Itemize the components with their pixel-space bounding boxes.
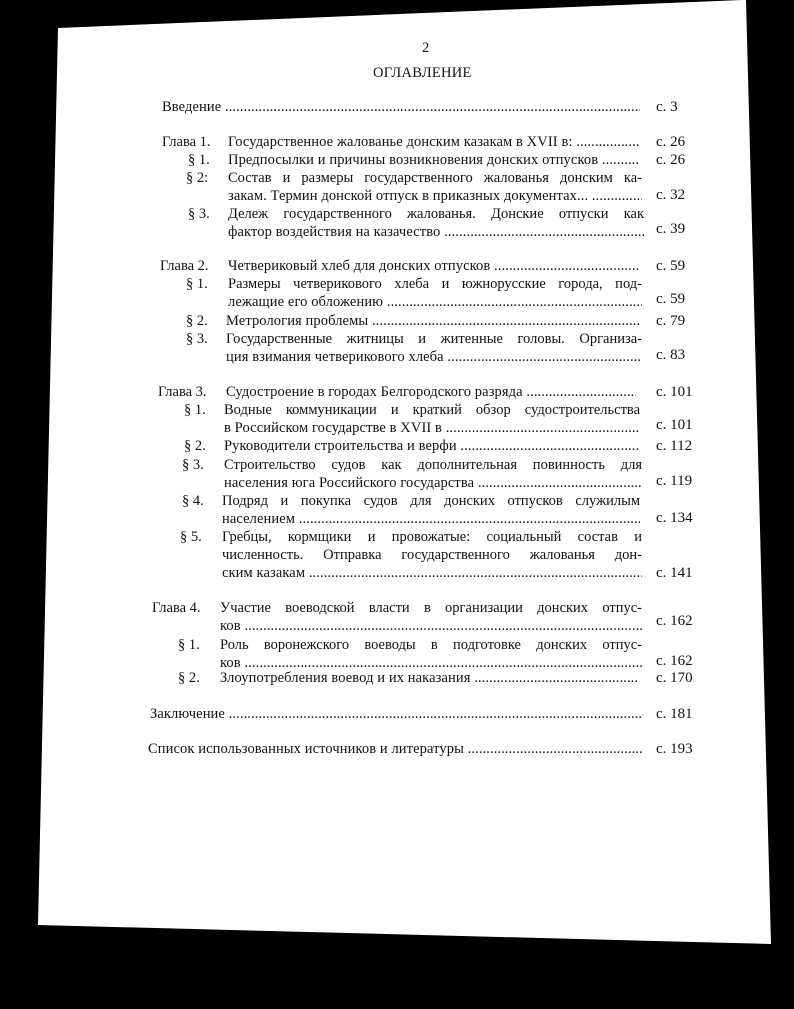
page-reference: с. 193: [656, 741, 693, 757]
page-reference: с. 141: [656, 565, 693, 581]
section-number: § 1.: [178, 637, 200, 653]
section-number: § 2.: [178, 670, 200, 686]
toc-entry-title-line: лежащие его обложению .....: [228, 294, 642, 310]
toc-entry-title-line: в Российском государстве в XVII в .....: [224, 420, 640, 436]
page-reference: с. 26: [656, 152, 686, 168]
toc-entry-title-line: Участие воеводской власти в организации донских отпус-: [220, 600, 642, 616]
page-reference: с. 119: [656, 473, 693, 489]
page-reference: с. 59: [656, 291, 686, 307]
toc-entry-title-line: Государственное жалованье донским казакам в XVII в: .....: [228, 134, 640, 150]
toc-entry-title-line: Роль воронежского воеводы в подготовке донских отпус-: [220, 637, 642, 653]
toc-entry-title-line: закам. Термин донской отпуск в приказных документах... .....: [228, 188, 642, 204]
toc-entry-title-line: Гребцы, кормщики и провожатые: социальный состав и: [222, 529, 642, 545]
page-reference: с. 181: [656, 706, 693, 722]
page-reference: с. 79: [656, 313, 686, 329]
toc-entry-title-line: Государственные житницы и житенные головы. Организа-: [226, 331, 642, 347]
chapter-number: Глава 2.: [160, 258, 209, 274]
toc-entry-title-line: Руководители строительства и верфи .....: [224, 438, 638, 454]
page-reference: с. 3: [656, 99, 678, 115]
chapter-number: Глава 1.: [162, 134, 211, 150]
toc-entry-title-line: ским казакам .....: [222, 565, 642, 581]
toc-entry-title-line: Четвериковый хлеб для донских отпусков .....: [228, 258, 638, 274]
toc-entry-title-line: Дележ государственного жалованья. Донские отпуски как: [228, 206, 644, 222]
toc-entry-title-line: ков .....: [220, 655, 642, 671]
page-reference: с. 170: [656, 670, 693, 686]
section-number: § 3.: [182, 457, 204, 473]
toc-entry-title-line: ков .....: [220, 618, 642, 634]
toc-entry-title: Список использованных источников и литературы .....: [148, 741, 642, 757]
chapter-number: Глава 3.: [158, 384, 207, 400]
section-number: § 1.: [184, 402, 206, 418]
page-reference: с. 162: [656, 613, 693, 629]
toc-entry-title-line: Предпосылки и причины возникновения донских отпусков .....: [228, 152, 640, 168]
toc-entry-title-line: численность. Отправка государственного жалованья дон-: [222, 547, 642, 563]
toc-entry-title-line: Водные коммуникации и краткий обзор судостроительства: [224, 402, 640, 418]
page-reference: с. 26: [656, 134, 686, 150]
section-number: § 2.: [186, 313, 208, 329]
section-number: § 3.: [186, 331, 208, 347]
toc-entry-title-line: населением .....: [222, 511, 640, 527]
page-number: 2: [422, 40, 430, 56]
toc-entry-title-line: фактор воздействия на казачество .....: [228, 224, 644, 240]
page-reference: с. 83: [656, 347, 686, 363]
section-number: § 5.: [180, 529, 202, 545]
toc-entry-title-line: Состав и размеры государственного жалованья донским ка-: [228, 170, 642, 186]
toc-entry-title-line: Судостроение в городах Белгородского разряда .....: [226, 384, 636, 400]
page-reference: с. 59: [656, 258, 686, 274]
section-number: § 2:: [186, 170, 209, 186]
toc-entry-title-line: Злоупотребления воевод и их наказания .....: [220, 670, 638, 686]
page-reference: с. 32: [656, 187, 686, 203]
page-reference: с. 101: [656, 417, 693, 433]
toc-entry-title-line: Метрология проблемы .....: [226, 313, 640, 329]
page-reference: с. 39: [656, 221, 686, 237]
section-number: § 1.: [188, 152, 210, 168]
section-number: § 1.: [186, 276, 208, 292]
page-reference: с. 112: [656, 438, 693, 454]
section-number: § 3.: [188, 206, 210, 222]
section-number: § 2.: [184, 438, 206, 454]
toc-entry-title-line: Подряд и покупка судов для донских отпусков служилым: [222, 493, 640, 509]
toc-entry-title: Введение .....: [162, 99, 640, 115]
toc-entry-title-line: Строительство судов как дополнительная повинность для: [224, 457, 642, 473]
toc-entry-title-line: населения юга Российского государства .....: [224, 475, 642, 491]
page-title: ОГЛАВЛЕНИЕ: [373, 65, 472, 81]
toc-entry-title: Заключение .....: [150, 706, 642, 722]
chapter-number: Глава 4.: [152, 600, 201, 616]
toc-entry-title-line: ция взимания четверикового хлеба .....: [226, 349, 642, 365]
page-reference: с. 134: [656, 510, 693, 526]
page-reference: с. 162: [656, 653, 693, 669]
toc-entry-title-line: Размеры четверикового хлеба и южнорусские города, под-: [228, 276, 642, 292]
section-number: § 4.: [182, 493, 204, 509]
page-reference: с. 101: [656, 384, 693, 400]
